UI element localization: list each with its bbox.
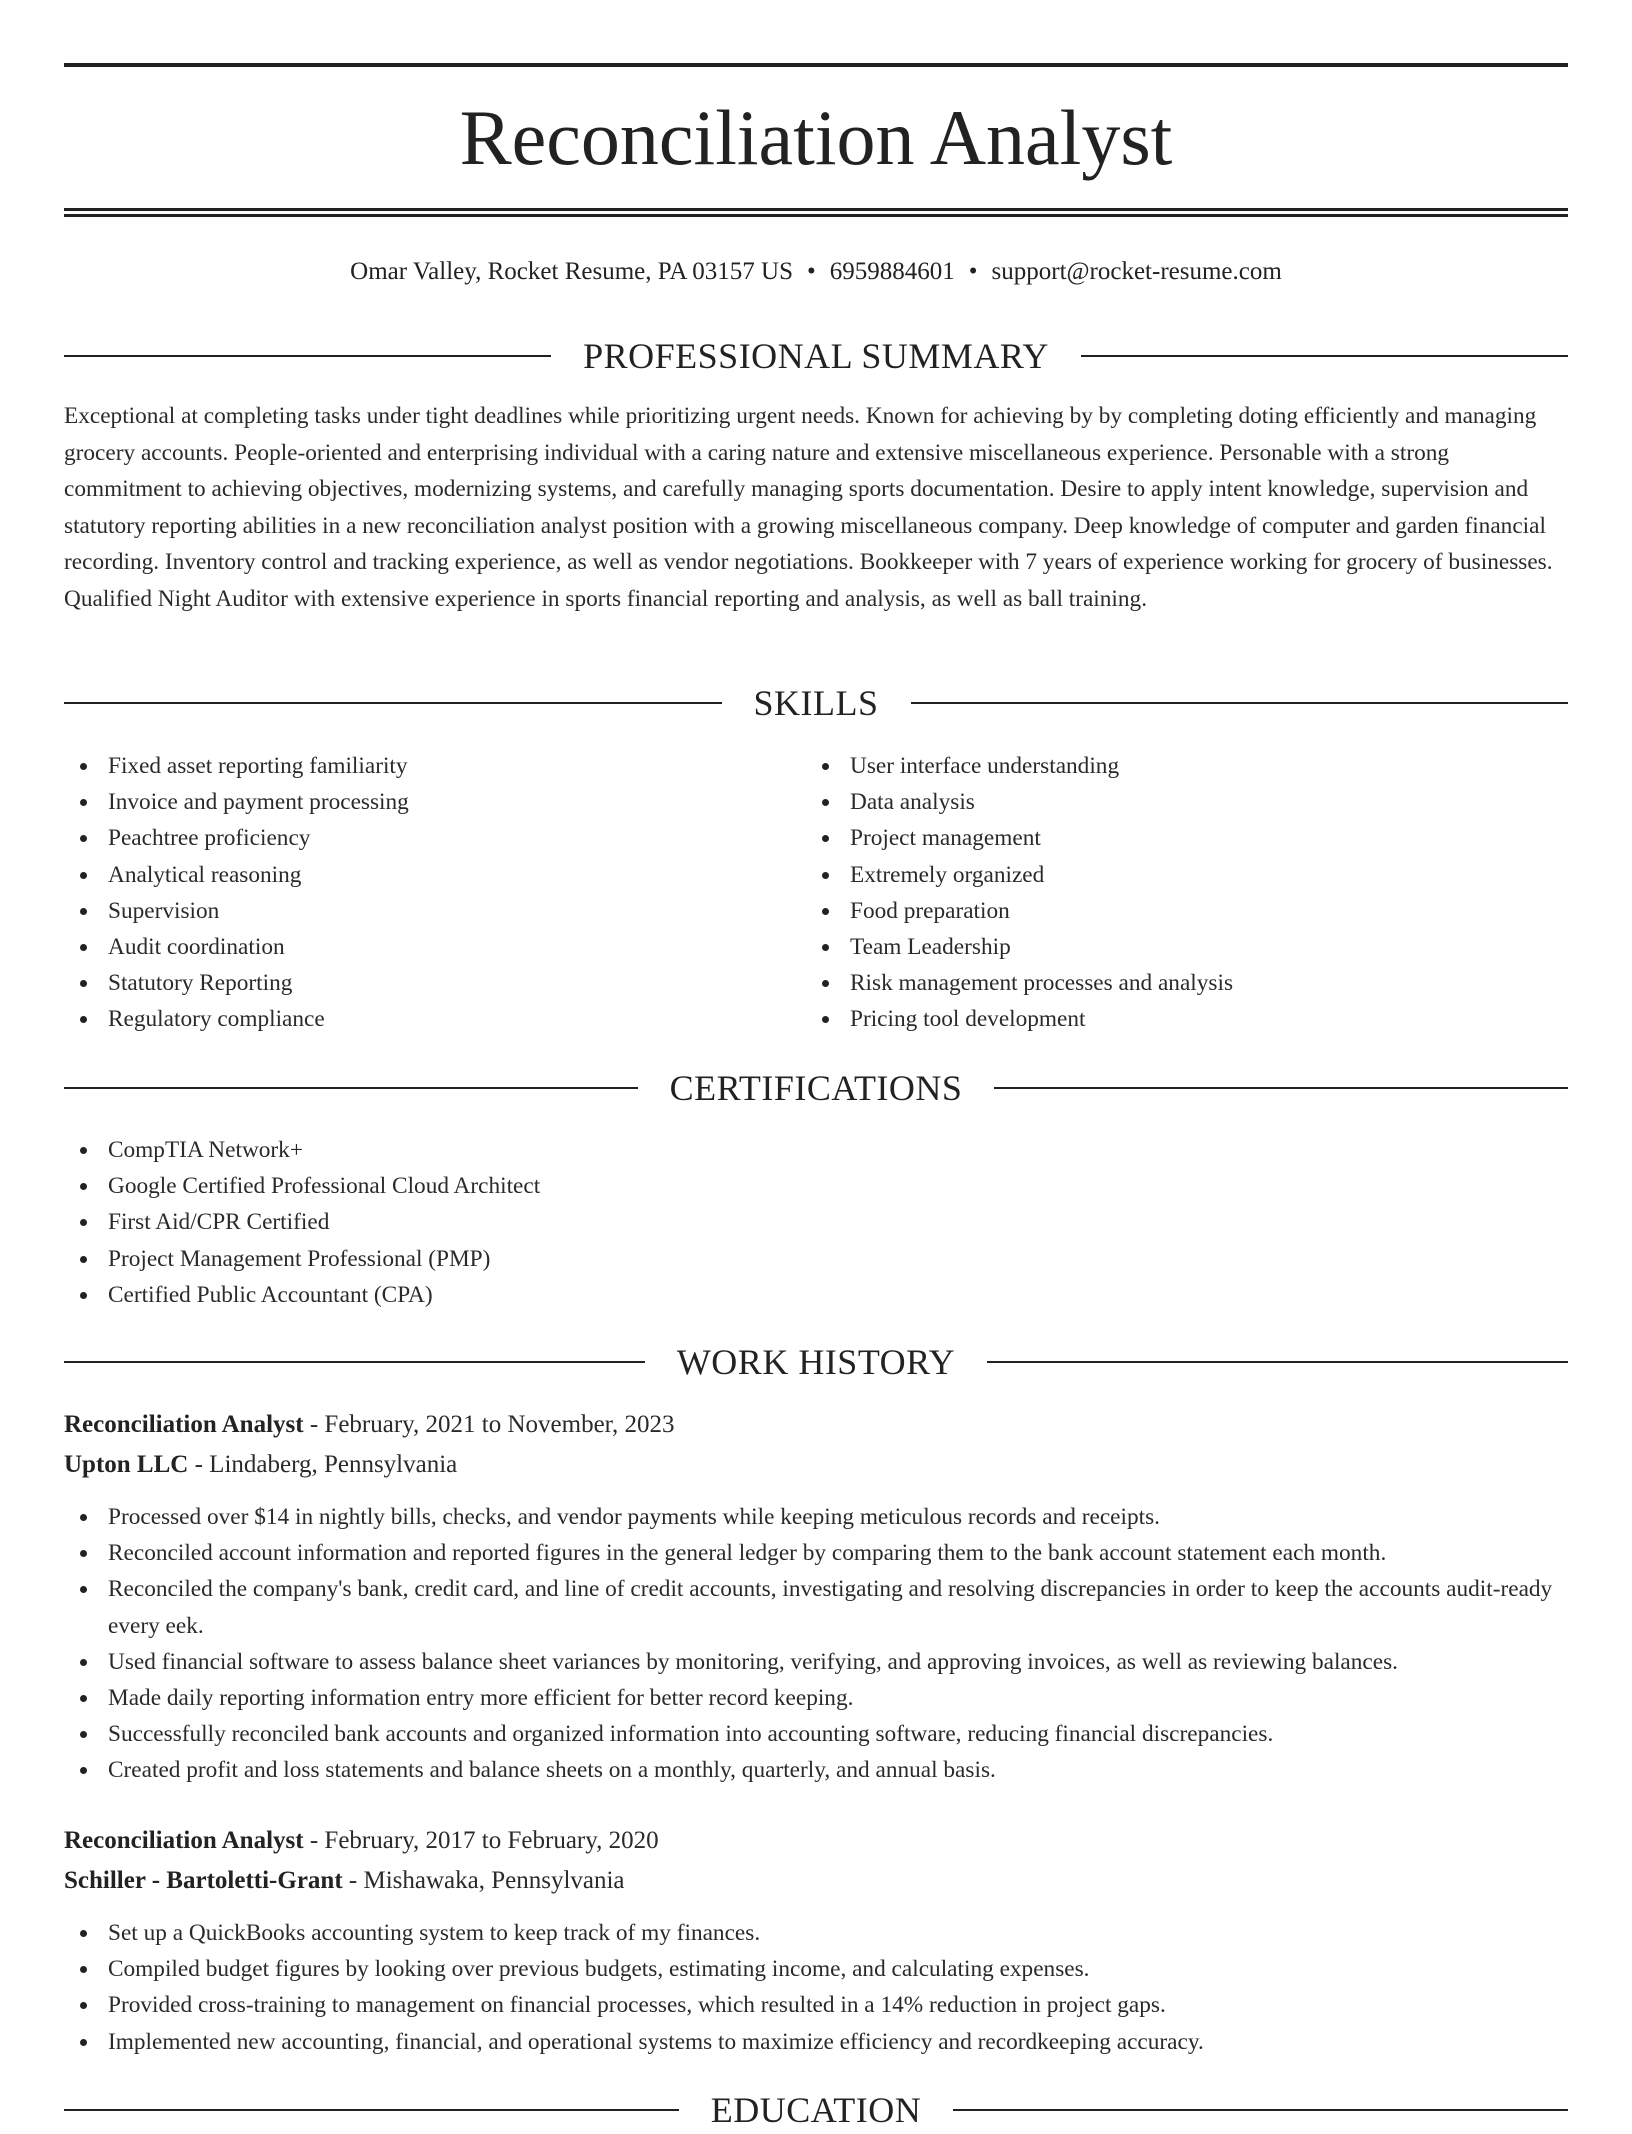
certifications-heading-row (64, 1064, 1568, 1112)
job-bullet: Successfully reconciled bank accounts and organized information into accounting software, reducing financial discrepancies. (64, 1716, 1568, 1752)
skill-item: Regulatory compliance (64, 1001, 764, 1037)
job-bullets (64, 1499, 1568, 1789)
education-heading-row (64, 2086, 1568, 2134)
certification-item: Certified Public Accountant (CPA) (64, 1277, 1564, 1313)
top-rule (64, 63, 1568, 67)
job-bullet: Implemented new accounting, financial, and operational systems to maximize efficiency and recordkeeping accuracy. (64, 2024, 1568, 2060)
job-title: Reconciliation Analyst (64, 1411, 304, 1438)
work-history-heading: WORK HISTORY (676, 1342, 956, 1382)
education-heading: EDUCATION (710, 2090, 922, 2130)
heading-rule (64, 355, 551, 357)
certification-item: Google Certified Professional Cloud Architect (64, 1168, 1564, 1204)
skill-item: Audit coordination (64, 929, 764, 965)
job-bullet: Created profit and loss statements and balance sheets on a monthly, quarterly, and annual basis. (64, 1752, 1568, 1788)
job-title-line (64, 1821, 1568, 1861)
skill-item: Data analysis (806, 784, 1566, 820)
job-bullet: Reconciled the company's bank, credit card, and line of credit accounts, investigating and resolving discrepancies in order to keep the accounts audit-ready every eek. (64, 1571, 1568, 1643)
skill-item: Team Leadership (806, 929, 1566, 965)
heading-rule (953, 2109, 1568, 2111)
heading-rule (64, 1087, 638, 1089)
job-location: - Mishawaka, Pennsylvania (342, 1867, 625, 1894)
job-bullet: Provided cross-training to management on financial processes, which resulted in a 14% reduction in project gaps. (64, 1987, 1568, 2023)
skill-item: Project management (806, 820, 1566, 856)
job-company-line (64, 1445, 1568, 1485)
job-dates: - February, 2017 to February, 2020 (303, 1827, 659, 1854)
job-bullet: Used financial software to assess balance sheet variances by monitoring, verifying, and approving invoices, as well as reviewing balances. (64, 1644, 1568, 1680)
job-bullet: Made daily reporting information entry more efficient for better record keeping. (64, 1680, 1568, 1716)
heading-rule (64, 2109, 679, 2111)
skill-item: Food preparation (806, 893, 1566, 929)
resume-title: Reconciliation Analyst (459, 94, 1173, 181)
skill-item: Statutory Reporting (64, 965, 764, 1001)
job-dates: - February, 2021 to November, 2023 (303, 1411, 675, 1438)
contact-separator: • (968, 258, 978, 285)
skill-item: Analytical reasoning (64, 857, 764, 893)
skill-item: Peachtree proficiency (64, 820, 764, 856)
job-bullet: Processed over $14 in nightly bills, checks, and vendor payments while keeping meticulous records and receipts. (64, 1499, 1568, 1535)
summary-heading: PROFESSIONAL SUMMARY (583, 336, 1049, 376)
skill-item: Extremely organized (806, 857, 1566, 893)
skills-heading-row (64, 679, 1568, 727)
job-title: Reconciliation Analyst (64, 1827, 304, 1854)
heading-rule (911, 702, 1569, 704)
skill-item: Risk management processes and analysis (806, 965, 1566, 1001)
job-location: - Lindaberg, Pennsylvania (188, 1451, 458, 1478)
heading-rule (64, 1361, 645, 1363)
heading-rule (1081, 355, 1568, 357)
skills-list-right (806, 748, 1566, 1038)
job-bullet: Compiled budget figures by looking over previous budgets, estimating income, and calculating expenses. (64, 1951, 1568, 1987)
contact-address: Omar Valley, Rocket Resume, PA 03157 US (350, 258, 793, 285)
certification-item: Project Management Professional (PMP) (64, 1241, 1564, 1277)
contact-email: support@rocket-resume.com (991, 258, 1282, 285)
work-history-heading-row (64, 1338, 1568, 1386)
skill-item: Invoice and payment processing (64, 784, 764, 820)
skills-heading: SKILLS (753, 683, 879, 723)
job-bullet: Reconciled account information and reported figures in the general ledger by comparing them to the bank account statement each month. (64, 1535, 1568, 1571)
skill-item: User interface understanding (806, 748, 1566, 784)
certification-item: CompTIA Network+ (64, 1132, 1564, 1168)
job-company-line (64, 1861, 1568, 1901)
heading-rule (64, 702, 722, 704)
skill-item: Fixed asset reporting familiarity (64, 748, 764, 784)
contact-phone: 6959884601 (829, 258, 955, 285)
job-company: Upton LLC (64, 1451, 189, 1478)
skill-item: Supervision (64, 893, 764, 929)
job-title-line (64, 1405, 1568, 1445)
title-double-rule (64, 208, 1568, 217)
job-bullet: Set up a QuickBooks accounting system to keep track of my finances. (64, 1915, 1568, 1951)
certifications-list (64, 1132, 1564, 1313)
contact-line (64, 252, 1568, 292)
skill-item: Pricing tool development (806, 1001, 1566, 1037)
job-bullets (64, 1915, 1568, 2060)
heading-rule (994, 1087, 1568, 1089)
skills-list-left (64, 748, 764, 1038)
job-company: Schiller - Bartoletti-Grant (64, 1867, 343, 1894)
summary-text: Exceptional at completing tasks under tight deadlines while prioritizing urgent needs. Known for achieving by by completing doting efficiently and managing grocery accounts. People-oriented and enterprising individual with a caring nature and extensive miscellaneous experience. Personable with a strong commitment to achieving objectives, modernizing systems, and carefully managing sports documentation. Desire to apply intent knowledge, supervision and statutory reporting abilities in a new reconciliation analyst position with a growing miscellaneous company. Deep knowledge of computer and garden financial recording. Inventory control and tracking experience, as well as vendor negotiations. Bookkeeper with 7 years of experience working for grocery of businesses. Qualified Night Auditor with extensive experience in sports financial reporting and analysis, as well as ball training. (64, 403, 1553, 612)
contact-separator: • (806, 258, 816, 285)
certification-item: First Aid/CPR Certified (64, 1204, 1564, 1240)
summary-heading-row (64, 332, 1568, 380)
certifications-heading: CERTIFICATIONS (669, 1068, 963, 1108)
heading-rule (987, 1361, 1568, 1363)
